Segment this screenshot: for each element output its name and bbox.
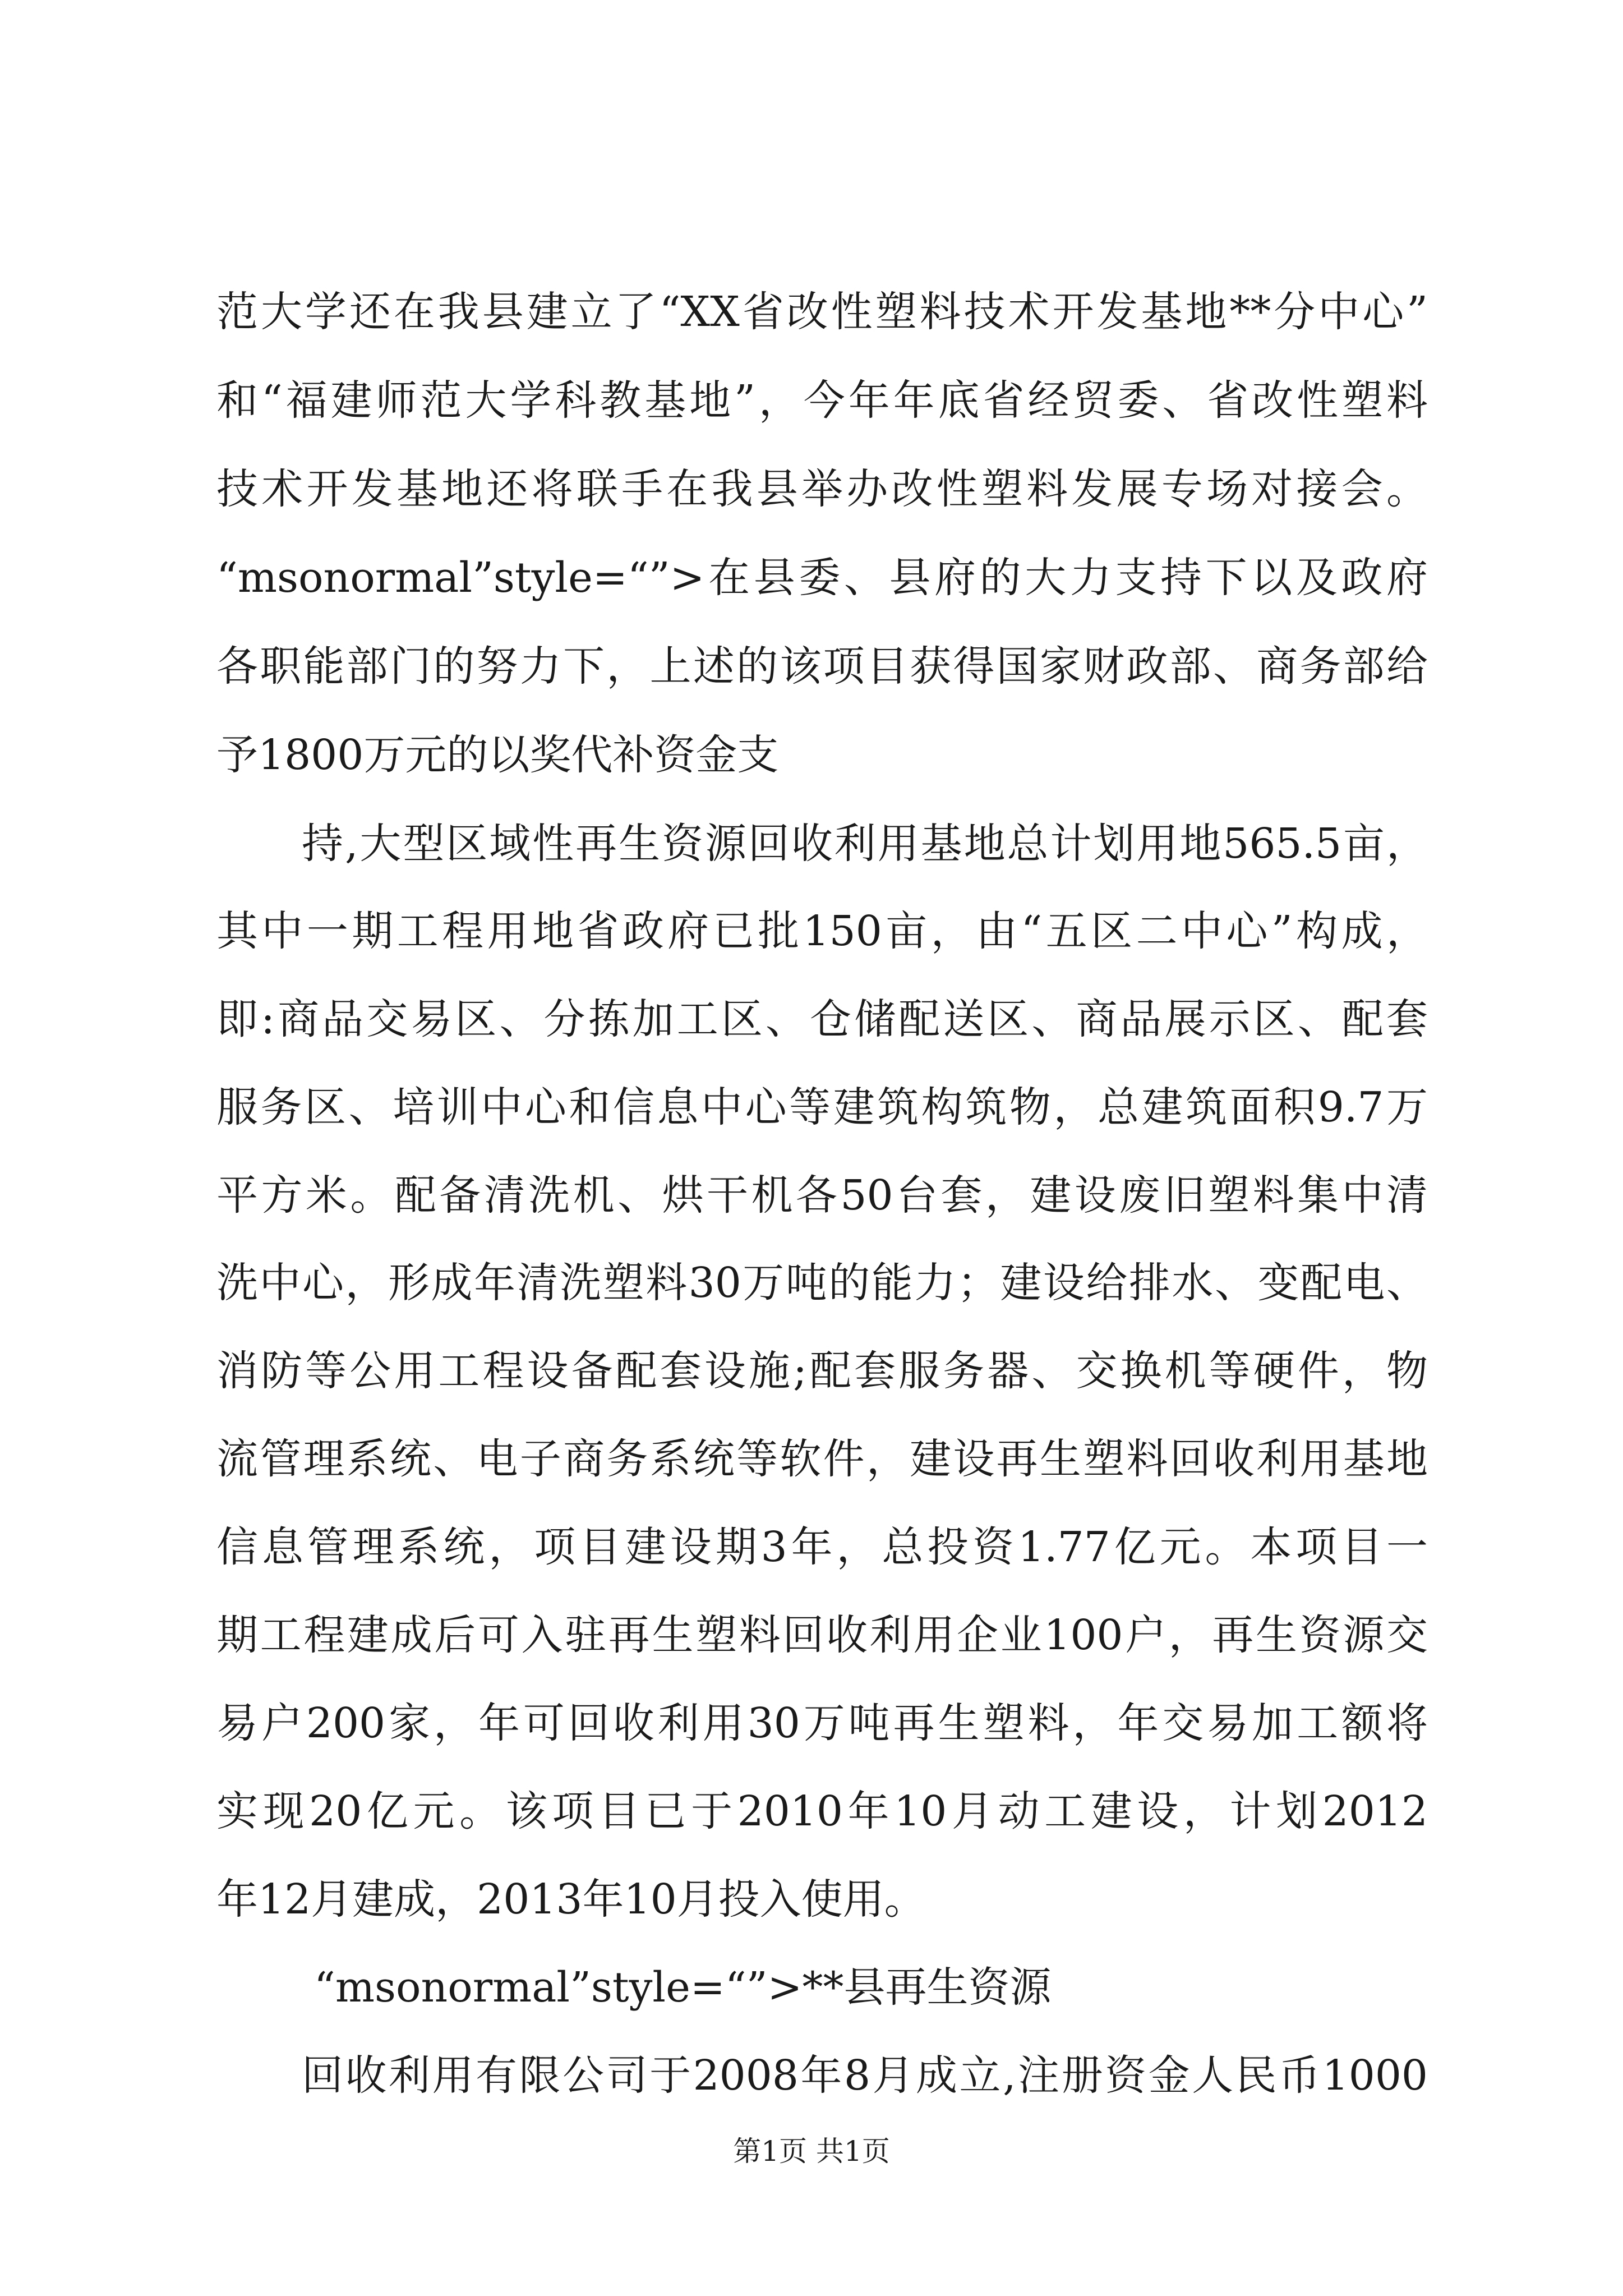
text-line: “msonormal”style=“”>在县委、县府的大力支持下以及政府 — [216, 554, 1428, 602]
text-line: 年12月建成，2013年10月投入使用。 — [216, 1875, 926, 1924]
text-line: 范大学还在我县建立了“XX省改性塑料技术开发基地**分中心” — [216, 288, 1428, 336]
text-line: 信息管理系统，项目建设期3年，总投资1.77亿元。本项目一 — [216, 1523, 1428, 1571]
paragraph-start-line: “msonormal”style=“”>**县再生资源 — [314, 1963, 1052, 2012]
text-line: 技术开发基地还将联手在我县举办改性塑料发展专场对接会。 — [216, 465, 1428, 513]
text-line: 即:商品交易区、分拣加工区、仓储配送区、商品展示区、配套 — [216, 995, 1428, 1043]
text-line: 平方米。配备清洗机、烘干机各50台套，建设废旧塑料集中清 — [216, 1171, 1428, 1220]
text-line: 予1800万元的以奖代补资金支 — [216, 731, 779, 779]
text-line: 各职能部门的努力下，上述的该项目获得国家财政部、商务部给 — [216, 642, 1428, 691]
text-line: 实现20亿元。该项目已于2010年10月动工建设，计划2012 — [216, 1787, 1428, 1835]
paragraph-start-line: 持,大型区域性再生资源回收利用基地总计划用地565.5亩， — [302, 820, 1428, 868]
text-line: 和“福建师范大学科教基地”，今年年底省经贸委、省改性塑料 — [216, 376, 1428, 425]
paragraph-start-line: 回收利用有限公司于2008年8月成立,注册资金人民币1000 — [302, 2051, 1428, 2100]
text-line: 洗中心，形成年清洗塑料30万吨的能力；建设给排水、变配电、 — [216, 1259, 1428, 1307]
page-number-footer: 第1页 共1页 — [733, 2135, 890, 2168]
text-line: 其中一期工程用地省政府已批150亩，由“五区二中心”构成， — [216, 907, 1428, 955]
text-line: 消防等公用工程设备配套设施;配套服务器、交换机等硬件，物 — [216, 1347, 1428, 1395]
text-line: 易户200家，年可回收利用30万吨再生塑料，年交易加工额将 — [216, 1699, 1428, 1747]
text-line: 流管理系统、电子商务系统等软件，建设再生塑料回收利用基地 — [216, 1435, 1428, 1483]
text-line: 期工程建成后可入驻再生塑料回收利用企业100户，再生资源交 — [216, 1611, 1428, 1659]
text-line: 服务区、培训中心和信息中心等建筑构筑物，总建筑面积9.7万 — [216, 1083, 1428, 1131]
